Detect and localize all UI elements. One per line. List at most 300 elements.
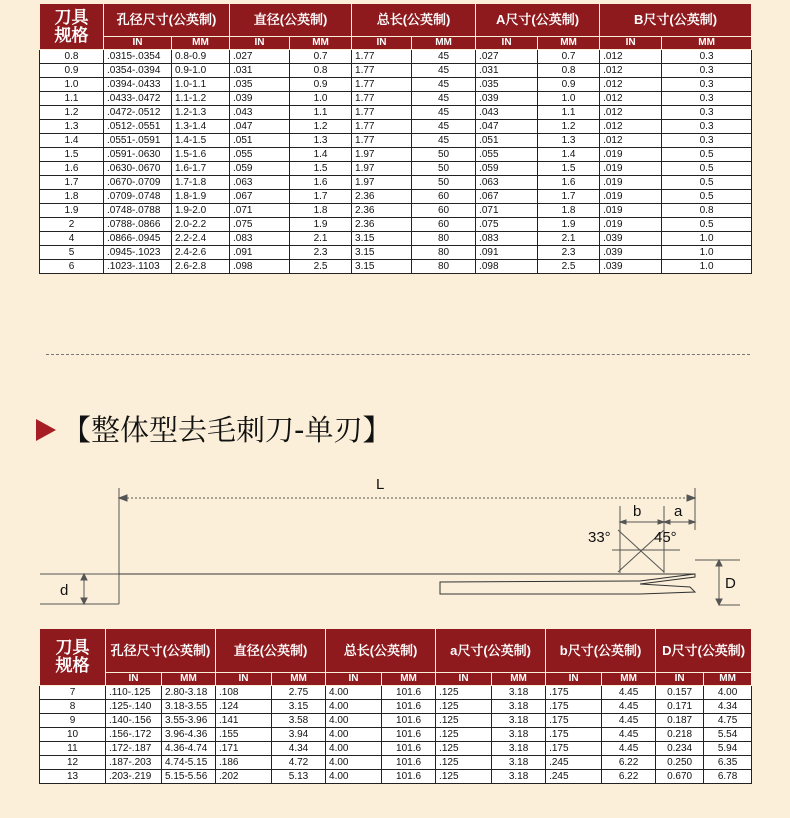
- spec-cell: 1.0: [40, 78, 104, 92]
- table-cell: 1.97: [352, 162, 412, 176]
- triangle-bullet-icon: [36, 419, 56, 441]
- header-bore-size: 孔径尺寸(公英制): [106, 629, 216, 673]
- table-cell: .175: [546, 714, 602, 728]
- spec-cell: 1.7: [40, 176, 104, 190]
- header-diameter: 直径(公英制): [230, 4, 352, 37]
- table-cell: 3.15: [352, 232, 412, 246]
- table-row: [40, 700, 752, 714]
- table-cell: 5.13: [272, 770, 326, 784]
- table-cell: 5.15-5.56: [162, 770, 216, 784]
- table-cell: .0315-.0354: [104, 50, 172, 64]
- table-cell: .019: [600, 190, 662, 204]
- table-cell: 1.1-1.2: [172, 92, 230, 106]
- dashed-divider: [46, 354, 750, 355]
- table-cell: 3.18: [492, 686, 546, 700]
- table-cell: 1.8-1.9: [172, 190, 230, 204]
- table-cell: 45: [412, 64, 476, 78]
- table-cell: .0788-.0866: [104, 218, 172, 232]
- arrow-icon: [664, 520, 670, 524]
- table-cell: 3.15: [272, 700, 326, 714]
- unit-header: IN: [326, 673, 382, 686]
- table-cell: .027: [230, 50, 290, 64]
- table-cell: 2.0-2.2: [172, 218, 230, 232]
- table-cell: 1.1: [538, 106, 600, 120]
- spec-table-1: [39, 3, 752, 274]
- table-cell: 60: [412, 204, 476, 218]
- table-cell: 1.2-1.3: [172, 106, 230, 120]
- table-cell: .203-.219: [106, 770, 162, 784]
- label-angle-45: 45°: [654, 529, 677, 546]
- header-bore-size: 孔径尺寸(公英制): [104, 4, 230, 37]
- table-cell: 2.36: [352, 218, 412, 232]
- table-cell: 2.1: [538, 232, 600, 246]
- unit-header: MM: [382, 673, 436, 686]
- table-cell: 1.0: [538, 92, 600, 106]
- table-cell: .012: [600, 50, 662, 64]
- table-cell: 1.7: [538, 190, 600, 204]
- table-cell: 4.00: [326, 728, 382, 742]
- table-cell: 1.4: [538, 148, 600, 162]
- table-cell: 4.45: [602, 728, 656, 742]
- table-cell: .140-.156: [106, 714, 162, 728]
- table-cell: 101.6: [382, 770, 436, 784]
- table-cell: 1.3: [290, 134, 352, 148]
- table-cell: 0.3: [662, 78, 752, 92]
- table-cell: 1.0-1.1: [172, 78, 230, 92]
- table-cell: .039: [230, 92, 290, 106]
- table-cell: 1.97: [352, 176, 412, 190]
- table-cell: .012: [600, 106, 662, 120]
- table-row: [40, 64, 752, 78]
- table-cell: 101.6: [382, 756, 436, 770]
- table-cell: 1.9-2.0: [172, 204, 230, 218]
- table-cell: .125: [436, 742, 492, 756]
- table-cell: 0.3: [662, 134, 752, 148]
- unit-header: IN: [104, 37, 172, 50]
- spec-cell: 0.9: [40, 64, 104, 78]
- header-a-size: a尺寸(公英制): [436, 629, 546, 673]
- table-cell: 1.9: [290, 218, 352, 232]
- table-cell: 1.77: [352, 78, 412, 92]
- table-cell: 45: [412, 120, 476, 134]
- table-cell: .0512-.0551: [104, 120, 172, 134]
- table-row: [40, 134, 752, 148]
- table-cell: 1.7: [290, 190, 352, 204]
- table-cell: 45: [412, 50, 476, 64]
- table-cell: .063: [230, 176, 290, 190]
- table-row: [40, 218, 752, 232]
- table-cell: 0.5: [662, 176, 752, 190]
- table-cell: 6.22: [602, 770, 656, 784]
- table-cell: 2.1: [290, 232, 352, 246]
- table-cell: 2.4-2.6: [172, 246, 230, 260]
- table-row: [40, 260, 752, 274]
- table-cell: .043: [476, 106, 538, 120]
- table-cell: 101.6: [382, 742, 436, 756]
- unit-header: MM: [272, 673, 326, 686]
- table-cell: 3.18: [492, 714, 546, 728]
- table-cell: .171: [216, 742, 272, 756]
- table-header-row: [40, 4, 752, 37]
- table-cell: .071: [230, 204, 290, 218]
- table-cell: 80: [412, 232, 476, 246]
- table-cell: 1.8: [538, 204, 600, 218]
- arrow-down-icon: [716, 599, 722, 605]
- table-cell: .039: [600, 232, 662, 246]
- table-cell: 0.7: [538, 50, 600, 64]
- spec-cell: 10: [40, 728, 106, 742]
- table-cell: 60: [412, 218, 476, 232]
- table-row: [40, 232, 752, 246]
- label-a: a: [674, 503, 683, 520]
- table-cell: 1.0: [662, 260, 752, 274]
- table-cell: 4.00: [326, 714, 382, 728]
- unit-header: IN: [436, 673, 492, 686]
- table-cell: .091: [230, 246, 290, 260]
- table-cell: .047: [476, 120, 538, 134]
- table-cell: .035: [230, 78, 290, 92]
- table-cell: 1.0: [290, 92, 352, 106]
- table-cell: 3.96-4.36: [162, 728, 216, 742]
- table-cell: 4.45: [602, 742, 656, 756]
- arrow-icon: [689, 520, 695, 524]
- table-cell: .067: [476, 190, 538, 204]
- table-cell: 4.00: [326, 686, 382, 700]
- table-cell: 4.34: [704, 700, 752, 714]
- table-cell: .019: [600, 176, 662, 190]
- table-unit-row: [40, 37, 752, 50]
- table-cell: .067: [230, 190, 290, 204]
- table-cell: 1.6-1.7: [172, 162, 230, 176]
- table-cell: .0591-.0630: [104, 148, 172, 162]
- arrow-up-icon: [81, 574, 87, 580]
- unit-header: MM: [162, 673, 216, 686]
- unit-header: IN: [106, 673, 162, 686]
- table-cell: .155: [216, 728, 272, 742]
- table-cell: 2.80-3.18: [162, 686, 216, 700]
- unit-header: IN: [656, 673, 704, 686]
- table-row: [40, 162, 752, 176]
- table-cell: 4.72: [272, 756, 326, 770]
- table-cell: 1.4-1.5: [172, 134, 230, 148]
- table-cell: 0.3: [662, 50, 752, 64]
- header-spec: 刀具 规格: [40, 629, 106, 686]
- table-cell: 0.5: [662, 190, 752, 204]
- table-row: [40, 686, 752, 700]
- table-cell: 0.3: [662, 64, 752, 78]
- table-cell: 0.5: [662, 148, 752, 162]
- table-cell: .063: [476, 176, 538, 190]
- table-row: [40, 742, 752, 756]
- table-cell: 4.45: [602, 686, 656, 700]
- table-cell: .039: [600, 246, 662, 260]
- table-cell: .156-.172: [106, 728, 162, 742]
- table-cell: 2.36: [352, 204, 412, 218]
- table-cell: .0472-.0512: [104, 106, 172, 120]
- table-cell: .125: [436, 714, 492, 728]
- label-b: b: [633, 503, 642, 520]
- table-cell: 0.8: [290, 64, 352, 78]
- table-cell: .175: [546, 700, 602, 714]
- table-cell: 50: [412, 148, 476, 162]
- table-cell: 5.94: [704, 742, 752, 756]
- table-cell: .035: [476, 78, 538, 92]
- table-cell: .0551-.0591: [104, 134, 172, 148]
- unit-header: IN: [546, 673, 602, 686]
- table-cell: 1.1: [290, 106, 352, 120]
- spec-cell: 0.8: [40, 50, 104, 64]
- table-cell: .125: [436, 700, 492, 714]
- table-cell: .091: [476, 246, 538, 260]
- table-row: [40, 190, 752, 204]
- table-cell: .043: [230, 106, 290, 120]
- table-cell: .0433-.0472: [104, 92, 172, 106]
- table-cell: 1.6: [538, 176, 600, 190]
- table-cell: 3.18: [492, 770, 546, 784]
- table-cell: 1.3-1.4: [172, 120, 230, 134]
- table-cell: 3.18-3.55: [162, 700, 216, 714]
- spec-cell: 4: [40, 232, 104, 246]
- spec-cell: 2: [40, 218, 104, 232]
- table-cell: 4.45: [602, 700, 656, 714]
- table-cell: 101.6: [382, 728, 436, 742]
- spec-cell: 7: [40, 686, 106, 700]
- table-cell: .110-.125: [106, 686, 162, 700]
- table-cell: .031: [476, 64, 538, 78]
- table-cell: .186: [216, 756, 272, 770]
- table-cell: .055: [476, 148, 538, 162]
- table-cell: 0.5: [662, 218, 752, 232]
- table-cell: .187-.203: [106, 756, 162, 770]
- table-row: [40, 756, 752, 770]
- spec-table-2: [39, 628, 752, 784]
- table-cell: 6.22: [602, 756, 656, 770]
- table-cell: 1.4: [290, 148, 352, 162]
- spec-cell: 1.5: [40, 148, 104, 162]
- table-cell: 3.15: [352, 260, 412, 274]
- table-cell: 101.6: [382, 714, 436, 728]
- table-cell: 45: [412, 106, 476, 120]
- table-cell: .0945-.1023: [104, 246, 172, 260]
- spec-cell: 1.4: [40, 134, 104, 148]
- table-cell: 45: [412, 92, 476, 106]
- table-row: [40, 770, 752, 784]
- header-spec: 刀具 规格: [40, 4, 104, 50]
- table-cell: 1.2: [290, 120, 352, 134]
- table-cell: 3.58: [272, 714, 326, 728]
- table-cell: 0.8: [662, 204, 752, 218]
- table-cell: .0670-.0709: [104, 176, 172, 190]
- table-cell: .031: [230, 64, 290, 78]
- table-cell: .012: [600, 78, 662, 92]
- table-cell: 50: [412, 176, 476, 190]
- section-title: [36, 410, 391, 450]
- table-cell: 1.77: [352, 134, 412, 148]
- unit-header: MM: [602, 673, 656, 686]
- table-cell: 1.8: [290, 204, 352, 218]
- table-cell: .019: [600, 148, 662, 162]
- table-cell: .019: [600, 218, 662, 232]
- unit-header: MM: [492, 673, 546, 686]
- spec-cell: 1.6: [40, 162, 104, 176]
- table-cell: 80: [412, 260, 476, 274]
- table-cell: .055: [230, 148, 290, 162]
- table-cell: 0.157: [656, 686, 704, 700]
- header-diameter: 直径(公英制): [216, 629, 326, 673]
- unit-header: IN: [230, 37, 290, 50]
- table-cell: .0866-.0945: [104, 232, 172, 246]
- table-row: [40, 204, 752, 218]
- table-row: [40, 78, 752, 92]
- table-cell: 3.18: [492, 700, 546, 714]
- table-cell: 0.8-0.9: [172, 50, 230, 64]
- table-cell: .098: [476, 260, 538, 274]
- table-cell: 101.6: [382, 686, 436, 700]
- table-cell: .075: [230, 218, 290, 232]
- table-cell: 2.3: [538, 246, 600, 260]
- table-cell: 1.2: [538, 120, 600, 134]
- table-cell: .141: [216, 714, 272, 728]
- table-cell: 1.77: [352, 50, 412, 64]
- table-unit-row: [40, 673, 752, 686]
- section-title-text: 【整体型去毛刺刀-单刃】: [62, 413, 392, 447]
- table-cell: 0.8: [538, 64, 600, 78]
- table-row: [40, 50, 752, 64]
- header-a-size: A尺寸(公英制): [476, 4, 600, 37]
- table-cell: 0.218: [656, 728, 704, 742]
- label-l: L: [376, 476, 385, 493]
- table-header-row: [40, 629, 752, 673]
- table-cell: .059: [230, 162, 290, 176]
- table-cell: 3.15: [352, 246, 412, 260]
- table-cell: 1.77: [352, 120, 412, 134]
- table-cell: 1.77: [352, 92, 412, 106]
- table-cell: .175: [546, 686, 602, 700]
- table-cell: 0.234: [656, 742, 704, 756]
- table-cell: .051: [230, 134, 290, 148]
- table-cell: 0.171: [656, 700, 704, 714]
- unit-header: MM: [290, 37, 352, 50]
- table-cell: 1.9: [538, 218, 600, 232]
- table-cell: 4.34: [272, 742, 326, 756]
- table-row: [40, 714, 752, 728]
- table-cell: 3.94: [272, 728, 326, 742]
- table-cell: 45: [412, 78, 476, 92]
- header-d-size: D尺寸(公英制): [656, 629, 752, 673]
- table-cell: 4.00: [326, 700, 382, 714]
- table-cell: .125: [436, 686, 492, 700]
- unit-header: IN: [352, 37, 412, 50]
- spec-cell: 1.3: [40, 120, 104, 134]
- table-cell: 1.5: [290, 162, 352, 176]
- table-cell: .175: [546, 728, 602, 742]
- table-cell: 4.00: [704, 686, 752, 700]
- table-row: [40, 92, 752, 106]
- table-cell: .059: [476, 162, 538, 176]
- table-cell: 80: [412, 246, 476, 260]
- table-cell: 2.5: [290, 260, 352, 274]
- unit-header: MM: [172, 37, 230, 50]
- table-cell: 2.5: [538, 260, 600, 274]
- label-angle-33: 33°: [588, 529, 611, 546]
- table-row: [40, 246, 752, 260]
- table-cell: .012: [600, 134, 662, 148]
- spec-cell: 1.1: [40, 92, 104, 106]
- label-big-d: D: [725, 575, 736, 592]
- table-cell: .202: [216, 770, 272, 784]
- unit-header: MM: [704, 673, 752, 686]
- table-cell: .083: [230, 232, 290, 246]
- table-cell: .0630-.0670: [104, 162, 172, 176]
- table-cell: 0.9: [538, 78, 600, 92]
- table-cell: .012: [600, 64, 662, 78]
- table-cell: .245: [546, 770, 602, 784]
- table-cell: 2.3: [290, 246, 352, 260]
- arrow-left-icon: [119, 495, 127, 501]
- table-cell: .047: [230, 120, 290, 134]
- table-cell: 0.670: [656, 770, 704, 784]
- table-cell: 4.75: [704, 714, 752, 728]
- header-total-length: 总长(公英制): [326, 629, 436, 673]
- header-b-size: b尺寸(公英制): [546, 629, 656, 673]
- table-cell: 3.18: [492, 756, 546, 770]
- table-cell: 3.18: [492, 742, 546, 756]
- header-b-size: B尺寸(公英制): [600, 4, 752, 37]
- table-cell: 2.6-2.8: [172, 260, 230, 274]
- table-cell: 1.0: [662, 246, 752, 260]
- table-cell: 3.18: [492, 728, 546, 742]
- table-cell: .075: [476, 218, 538, 232]
- table-cell: 45: [412, 134, 476, 148]
- table-cell: 1.6: [290, 176, 352, 190]
- table-cell: 0.250: [656, 756, 704, 770]
- unit-header: IN: [216, 673, 272, 686]
- arrow-up-icon: [716, 560, 722, 566]
- unit-header: MM: [538, 37, 600, 50]
- unit-header: MM: [662, 37, 752, 50]
- table-cell: 0.3: [662, 92, 752, 106]
- table-cell: .039: [476, 92, 538, 106]
- table-row: [40, 728, 752, 742]
- table-cell: 6.35: [704, 756, 752, 770]
- table-cell: .245: [546, 756, 602, 770]
- table-cell: 101.6: [382, 700, 436, 714]
- table-row: [40, 148, 752, 162]
- header-total-length: 总长(公英制): [352, 4, 476, 37]
- table-cell: .0709-.0748: [104, 190, 172, 204]
- blade-outline: [440, 574, 695, 594]
- table-cell: 4.00: [326, 756, 382, 770]
- unit-header: IN: [476, 37, 538, 50]
- table-cell: .039: [600, 260, 662, 274]
- table-cell: 4.00: [326, 770, 382, 784]
- table-cell: 1.77: [352, 106, 412, 120]
- spec-cell: 9: [40, 714, 106, 728]
- table-cell: .019: [600, 204, 662, 218]
- table-cell: 2.2-2.4: [172, 232, 230, 246]
- tool-dimension-diagram: [0, 470, 790, 620]
- table-cell: .098: [230, 260, 290, 274]
- table-cell: .012: [600, 120, 662, 134]
- table-row: [40, 176, 752, 190]
- table-cell: .124: [216, 700, 272, 714]
- table-cell: 1.77: [352, 64, 412, 78]
- table-cell: .1023-.1103: [104, 260, 172, 274]
- table-cell: 0.187: [656, 714, 704, 728]
- table-cell: .027: [476, 50, 538, 64]
- spec-cell: 1.9: [40, 204, 104, 218]
- table-cell: .172-.187: [106, 742, 162, 756]
